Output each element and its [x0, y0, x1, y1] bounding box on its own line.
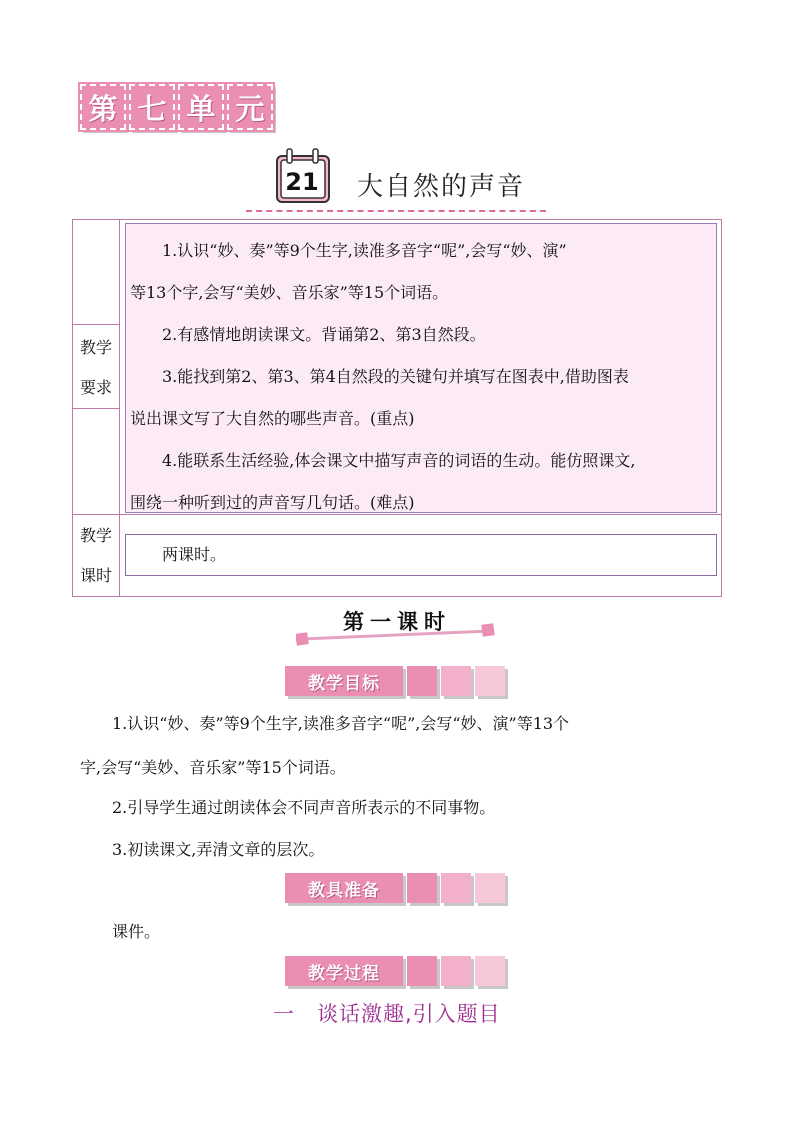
- tag-square: [407, 666, 437, 696]
- requirement-item-cont: 围绕一种听到过的声音写几句话。(难点): [130, 493, 415, 512]
- unit-char: 第: [80, 84, 126, 130]
- unit-char: 单: [178, 84, 224, 130]
- hours-value: 两课时。: [125, 534, 717, 576]
- objective-item: 3.初读课文,弄清文章的层次。: [112, 840, 325, 859]
- requirements-table: [72, 219, 722, 597]
- tag-square: [407, 873, 437, 903]
- table-row-divider: [73, 324, 119, 325]
- tag-square: [475, 956, 505, 986]
- title-underline: [246, 210, 546, 212]
- tag-square: [475, 666, 505, 696]
- objectives-tag-label: 教学目标: [285, 666, 403, 696]
- session-title: 第一课时: [343, 610, 451, 634]
- requirement-item-cont: 说出课文写了大自然的哪些声音。(重点): [130, 409, 415, 428]
- requirement-item: 4.能联系生活经验,体会课文中描写声音的词语的生动。能仿照课文,: [162, 451, 636, 470]
- table-column-divider: [119, 220, 120, 596]
- tag-square: [407, 956, 437, 986]
- unit-char: 七: [129, 84, 175, 130]
- process-step-heading: 一 谈话激趣,引入题目: [273, 1002, 501, 1026]
- unit-banner: [80, 84, 273, 130]
- requirement-item: 3.能找到第2、第3、第4自然段的关键句并填写在图表中,借助图表: [162, 367, 629, 386]
- hours-label-line2: 课时: [79, 566, 112, 585]
- requirements-box: [125, 223, 717, 513]
- objective-item: 2.引导学生通过朗读体会不同声音所表示的不同事物。: [112, 798, 496, 817]
- tag-square: [441, 873, 471, 903]
- materials-tag: [285, 873, 505, 903]
- tag-square: [441, 666, 471, 696]
- materials-tag-label: 教具准备: [285, 873, 403, 903]
- session-decoration: [296, 623, 496, 653]
- requirement-item: 1.认识“妙、奏”等9个生字,读准多音字“呢”,会写“妙、演”: [162, 241, 567, 260]
- tag-square: [441, 956, 471, 986]
- objective-item: 1.认识“妙、奏”等9个生字,读准多音字“呢”,会写“妙、演”等13个: [112, 714, 570, 733]
- requirement-item: 2.有感情地朗读课文。背诵第2、第3自然段。: [162, 325, 486, 344]
- table-row-divider: [73, 408, 119, 409]
- requirements-label-line2: 要求: [79, 378, 112, 397]
- lesson-title: 大自然的声音: [357, 172, 526, 202]
- objective-item-cont: 字,会写“美妙、音乐家”等15个词语。: [80, 758, 346, 777]
- tag-square: [475, 873, 505, 903]
- materials-value: 课件。: [112, 922, 161, 941]
- hours-label-line1: 教学: [79, 526, 112, 545]
- lesson-number: 21: [285, 168, 319, 196]
- process-tag: [285, 956, 505, 986]
- process-tag-label: 教学过程: [285, 956, 403, 986]
- requirements-label-line1: 教学: [79, 338, 112, 357]
- calendar-icon: [271, 146, 333, 206]
- requirement-item-cont: 等13个字,会写“美妙、音乐家”等15个词语。: [130, 283, 449, 302]
- unit-char: 元: [227, 84, 273, 130]
- objectives-tag: [285, 666, 505, 696]
